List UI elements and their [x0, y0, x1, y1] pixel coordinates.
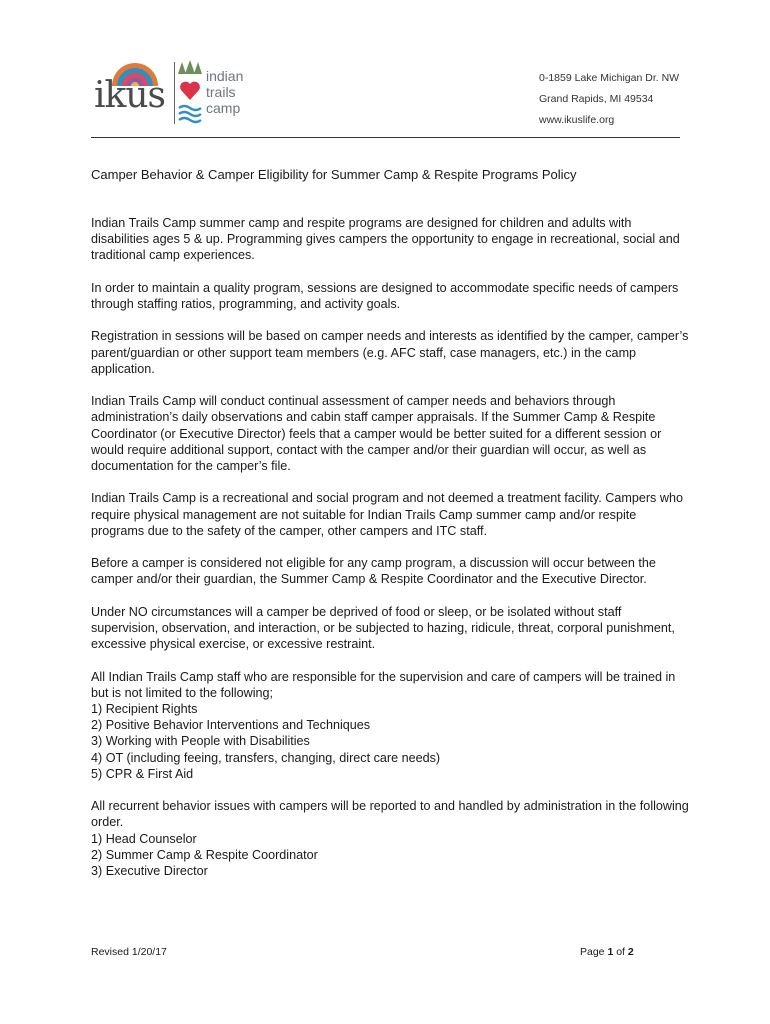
document-body: [91, 215, 691, 895]
training-intro: All Indian Trails Camp staff who are responsible for the supervision and care of campers will be trained in but is not limited to the following;: [91, 669, 676, 700]
paragraph: Indian Trails Camp is a recreational and social program and not deemed a treatment facility. Campers who require physical management are not suitable for Indian Trails Camp summer camp and/or respite programs due to the safety of the camper, other campers and ITC staff.: [91, 491, 683, 538]
address-city: Grand Rapids, MI 49534: [539, 93, 654, 105]
list-item: 1) Recipient Rights: [91, 701, 198, 716]
reporting-intro: All recurrent behavior issues with campers will be reported to and handled by administration in the following order.: [91, 799, 689, 830]
header-divider: [91, 137, 680, 138]
list-item: 2) Positive Behavior Interventions and Techniques: [91, 718, 371, 733]
address-street: 0-1859 Lake Michigan Dr. NW: [539, 72, 680, 84]
logo-divider: [174, 62, 175, 124]
paragraph: Indian Trails Camp summer camp and respite programs are designed for children and adults with disabilities ages 5 & up. Programming gives campers the opportunity to engage in recreational, social and traditional camp experiences.: [91, 216, 680, 263]
document-title: Camper Behavior & Camper Eligibility for Summer Camp & Respite Programs Policy: [91, 167, 577, 182]
logo-line-camp: camp: [206, 100, 241, 116]
list-item: 3) Executive Director: [91, 864, 208, 878]
paragraph: Registration in sessions will be based on camper needs and interests as identified by the camper, camper’s parent/guardian or other support team members (e.g. AFC staff, case managers, etc.) in the camp application.: [91, 329, 689, 376]
page-total: 2: [627, 946, 634, 958]
paragraph: Indian Trails Camp will conduct continual assessment of camper needs and behaviors through administration’s daily observations and cabin staff camper appraisals. If the Summer Camp & Respite Coordinator (or Executive Director) feels that a camper would be better suited for a different session or would require additional support, contact with the camper and/or their guardian will occur, as well as documentation for the camper’s file.: [91, 394, 662, 473]
trees-heart-waves-icon: [178, 60, 202, 124]
list-item: 3) Working with People with Disabilities: [91, 734, 310, 749]
revision-date: Revised 1/20/17: [91, 946, 167, 958]
page-current: 1: [607, 946, 614, 958]
list-item: 1) Head Counselor: [91, 831, 197, 846]
reporting-list: [91, 831, 691, 880]
paragraph: In order to maintain a quality program, sessions are designed to accommodate specific needs of campers through staffing ratios, programming, and activity goals.: [91, 280, 679, 311]
training-list: [91, 701, 691, 782]
page-of: of: [616, 946, 625, 958]
logo-wordmark: ikus: [94, 75, 165, 116]
website-link[interactable]: www.ikuslife.org: [539, 114, 615, 126]
page-label: Page: [580, 946, 605, 958]
paragraph: Under NO circumstances will a camper be deprived of food or sleep, or be isolated without staff supervision, observation, and interaction, or be subjected to hazing, ridicule, threat, corporal punishment, excessive physical exercise, or excessive restraint.: [91, 604, 675, 652]
list-item: 2) Summer Camp & Respite Coordinator: [91, 847, 318, 862]
ikus-logo: [94, 56, 264, 132]
logo-line-trails: trails: [206, 84, 236, 100]
list-item: 5) CPR & First Aid: [91, 766, 194, 781]
page-number: [580, 946, 634, 958]
logo-line-indian: indian: [206, 68, 244, 84]
address-block: [539, 68, 679, 131]
logo-camp-name: [206, 68, 243, 116]
list-item: 4) OT (including feeing, transfers, changing, direct care needs): [91, 750, 441, 765]
paragraph: Before a camper is considered not eligible for any camp program, a discussion will occur between the camper and/or their guardian, the Summer Camp & Respite Coordinator and the Executive Director.: [91, 556, 656, 587]
